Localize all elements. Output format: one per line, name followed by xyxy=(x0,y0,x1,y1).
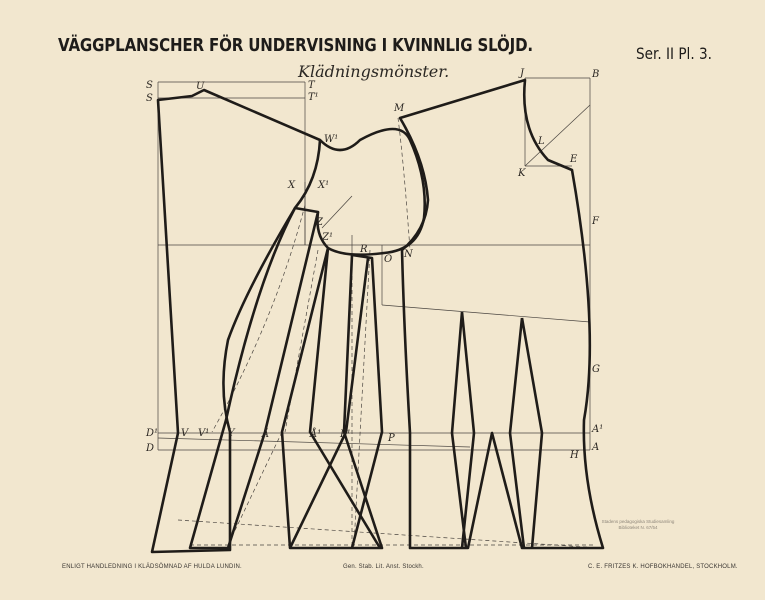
center-gore-1 xyxy=(282,248,382,548)
label-V: V xyxy=(181,428,189,439)
label-N: N xyxy=(404,249,413,260)
label-D: D xyxy=(146,443,155,454)
plate-subtitle: Klädningsmönster. xyxy=(298,62,450,81)
label-L: L xyxy=(538,136,545,147)
footer-publisher: C. E. FRITZES K. HOFBOKHANDEL, STOCKHOLM. xyxy=(588,564,738,570)
label-Z: Z xyxy=(316,217,323,228)
label-D1: D¹ xyxy=(146,428,159,439)
side-back-gore xyxy=(190,208,318,548)
plate-title: VÄGGPLANSCHER FÖR UNDERVISNING I KVINNLIG SLÖJD. xyxy=(58,36,533,56)
label-Y: Y xyxy=(228,428,235,439)
label-X1: X¹ xyxy=(318,180,330,191)
footer-printer: Gen. Stab. Lit. Anst. Stockh. xyxy=(343,564,424,570)
label-O: O xyxy=(384,254,393,265)
plate-series-number: Ser. II Pl. 3. xyxy=(636,44,712,63)
label-F: F xyxy=(592,216,599,227)
label-S-lower: S xyxy=(146,93,153,104)
label-A1: A¹ xyxy=(592,424,604,435)
back-piece-outline xyxy=(152,90,320,552)
front-dart-left xyxy=(452,312,474,548)
label-J: J xyxy=(520,68,525,79)
label-P1: P¹ xyxy=(340,429,351,440)
label-A: A xyxy=(592,442,600,453)
label-T: T xyxy=(308,80,315,91)
point-labels xyxy=(145,68,603,461)
label-H: H xyxy=(570,450,579,461)
label-K: K xyxy=(518,168,526,179)
label-Z1: Z¹ xyxy=(322,232,333,243)
library-stamp: Stadens pedagogiska Studiesamling Biblioteket N. 67/54 xyxy=(601,519,675,530)
label-X: X xyxy=(288,180,296,191)
label-E: E xyxy=(570,154,578,165)
label-M: M xyxy=(394,103,405,114)
label-P: P xyxy=(388,433,395,444)
label-V1: V¹ xyxy=(198,428,210,439)
label-R: R xyxy=(360,244,368,255)
label-T1: T¹ xyxy=(308,92,319,103)
label-W1: W¹ xyxy=(324,134,339,145)
footer-left-credit: ENLIGT HANDLEDNING I KLÄDSÖMNAD AF HULDA LUNDIN. xyxy=(62,564,242,570)
label-A-ring1: Å¹ xyxy=(310,429,322,440)
label-A-ring: Å xyxy=(262,429,270,440)
front-piece-outline xyxy=(400,80,603,548)
label-G: G xyxy=(592,364,600,375)
label-S-upper: S xyxy=(146,80,153,91)
label-B: B xyxy=(592,69,600,80)
pattern-pieces xyxy=(152,80,603,552)
label-U: U xyxy=(196,81,205,92)
armhole-curve xyxy=(317,129,424,255)
